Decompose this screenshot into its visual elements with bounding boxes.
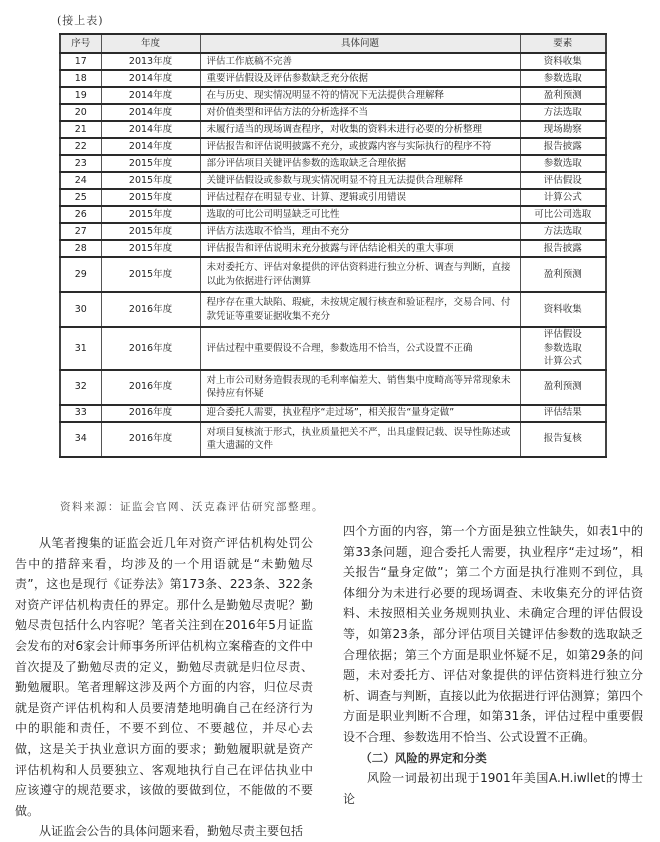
table-row — [60, 370, 606, 405]
table-row — [60, 206, 606, 223]
row-number: 29 — [60, 257, 101, 292]
issues-table — [59, 33, 607, 458]
row-number: 20 — [60, 104, 101, 121]
row-element: 评估假设 — [520, 172, 606, 189]
row-year: 2015年度 — [101, 206, 200, 223]
body-column-left — [15, 533, 313, 842]
row-issue: 迎合委托人需要，执业程序“走过场”，相关报告“量身定做” — [200, 405, 520, 422]
row-element: 盈利预测 — [520, 370, 606, 405]
row-issue: 程序存在重大缺陷、瑕疵，未按规定履行核查和验证程序，交易合同、付款凭证等重要证据收集不充分 — [200, 292, 520, 327]
row-element: 方法选取 — [520, 104, 606, 121]
source-note: 资料来源：证监会官网、沃克森评估研究部整理。 — [60, 501, 324, 513]
row-number: 30 — [60, 292, 101, 327]
row-number: 33 — [60, 405, 101, 422]
table-header-row — [60, 34, 606, 53]
table-row — [60, 405, 606, 422]
row-element: 资料收集 — [520, 53, 606, 70]
row-year: 2014年度 — [101, 121, 200, 138]
row-element: 评估假设 参数选取 计算公式 — [520, 327, 606, 370]
row-element: 参数选取 — [520, 70, 606, 87]
row-issue: 部分评估项目关键评估参数的选取缺乏合理依据 — [200, 155, 520, 172]
row-number: 24 — [60, 172, 101, 189]
row-issue: 在与历史、现实情况明显不符的情况下无法提供合理解释 — [200, 87, 520, 104]
row-issue: 评估过程中重要假设不合理，参数选用不恰当，公式设置不正确 — [200, 327, 520, 370]
row-element: 现场勘察 — [520, 121, 606, 138]
table-row — [60, 240, 606, 257]
row-year: 2016年度 — [101, 327, 200, 370]
row-issue: 评估过程存在明显专业、计算、逻辑或引用错误 — [200, 189, 520, 206]
row-number: 31 — [60, 327, 101, 370]
row-element: 方法选取 — [520, 223, 606, 240]
row-issue: 评估方法选取不恰当，理由不充分 — [200, 223, 520, 240]
row-number: 21 — [60, 121, 101, 138]
row-issue: 关键评估假设或参数与现实情况明显不符且无法提供合理解释 — [200, 172, 520, 189]
row-issue: 选取的可比公司明显缺乏可比性 — [200, 206, 520, 223]
section-subheading: （二）风险的界定和分类 — [360, 750, 487, 765]
table-row — [60, 189, 606, 206]
body-paragraph: 风险一词最初出现于1901年美国A.H.iwllet的博士论 — [343, 771, 643, 806]
row-element: 可比公司选取 — [520, 206, 606, 223]
header-issue: 具体问题 — [200, 34, 520, 53]
row-number: 22 — [60, 138, 101, 155]
row-number: 23 — [60, 155, 101, 172]
row-issue: 对价值类型和评估方法的分析选择不当 — [200, 104, 520, 121]
table-row — [60, 53, 606, 70]
body-paragraph: 从笔者搜集的证监会近几年对资产评估机构处罚公告中的措辞来看，均涉及的一个用语就是“未勤勉尽责”，这也是现行《证券法》第173条、223条、322条对资产评估机构责任的界定。那什么是勤勉尽责呢？勤勉尽责包括什么内容呢？笔者关注到在2016年5月证监会发布的对6家会计师事务所评估机构立案稽查的文件中首次提及了勤勉尽责的定义，勤勉尽责就是归位尽责、勤勉履职。笔者理解这涉及两个方面的内容，归位尽责就是资产评估机构和人员要清楚地明确自己在经济行为中的职能和责任，不要不到位、不要越位，并尽心去做，这是关于执业意识方面的要求；勤勉履职就是资产评估机构和人员要独立、客观地执行自己在评估执业中应该遵守的规范要求，该做的要做到位，不能做的不要做。 — [15, 536, 313, 818]
row-year: 2015年度 — [101, 189, 200, 206]
table-row — [60, 327, 606, 370]
row-year: 2014年度 — [101, 138, 200, 155]
table-row — [60, 138, 606, 155]
header-year: 年度 — [101, 34, 200, 53]
row-year: 2016年度 — [101, 422, 200, 457]
row-year: 2015年度 — [101, 223, 200, 240]
table-row — [60, 155, 606, 172]
row-year: 2015年度 — [101, 172, 200, 189]
row-issue: 对上市公司财务造假表现的毛利率偏差大、销售集中度畸高等异常现象未保持应有怀疑 — [200, 370, 520, 405]
row-issue: 重要评估假设及评估参数缺乏充分依据 — [200, 70, 520, 87]
row-number: 19 — [60, 87, 101, 104]
row-element: 计算公式 — [520, 189, 606, 206]
row-number: 18 — [60, 70, 101, 87]
row-year: 2016年度 — [101, 370, 200, 405]
row-element: 资料收集 — [520, 292, 606, 327]
row-number: 26 — [60, 206, 101, 223]
row-issue: 评估工作底稿不完善 — [200, 53, 520, 70]
table-row — [60, 70, 606, 87]
row-issue: 对项目复核流于形式，执业质量把关不严，出具虚假记载、误导性陈述或重大遗漏的文件 — [200, 422, 520, 457]
body-paragraph: 从证监会公告的具体问题来看，勤勉尽责主要包括 — [39, 824, 304, 839]
row-year: 2015年度 — [101, 240, 200, 257]
row-year: 2014年度 — [101, 87, 200, 104]
table-row — [60, 223, 606, 240]
row-year: 2014年度 — [101, 104, 200, 121]
table-row — [60, 121, 606, 138]
row-number: 32 — [60, 370, 101, 405]
row-year: 2014年度 — [101, 70, 200, 87]
row-number: 17 — [60, 53, 101, 70]
body-column-right — [343, 521, 643, 809]
row-year: 2015年度 — [101, 257, 200, 292]
row-year: 2016年度 — [101, 405, 200, 422]
row-year: 2013年度 — [101, 53, 200, 70]
row-issue: 未履行适当的现场调查程序，对收集的资料未进行必要的分析整理 — [200, 121, 520, 138]
row-number: 27 — [60, 223, 101, 240]
row-element: 评估结果 — [520, 405, 606, 422]
table-row — [60, 422, 606, 457]
row-issue: 评估报告和评估说明未充分披露与评估结论相关的重大事项 — [200, 240, 520, 257]
row-element: 盈利预测 — [520, 87, 606, 104]
body-paragraph: 四个方面的内容，第一个方面是独立性缺失，如表1中的第33条问题，迎合委托人需要，执业程序“走过场”，相关报告“量身定做”；第二个方面是执行准则不到位，具体细分为未进行必要的现场调查、未收集充分的评估资料、未按照相关业务规则执业、未确定合理的评估假设等，如第23条，部分评估项目关键评估参数的选取缺乏合理依据；第三个方面是职业怀疑不足，如第29条的问题，未对委托方、评估对象提供的评估资料进行独立分析、调查与判断，直接以此为依据进行评估测算；第四个方面是职业判断不合理，如第31条，评估过程中重要假设不合理、参数选用不恰当、公式设置不正确。 — [343, 524, 644, 744]
table-continuation-label: (接上表) — [57, 14, 104, 27]
row-issue: 未对委托方、评估对象提供的评估资料进行独立分析、调查与判断，直接以此为依据进行评估测算 — [200, 257, 520, 292]
row-element: 参数选取 — [520, 155, 606, 172]
table-row — [60, 87, 606, 104]
row-element: 报告复核 — [520, 422, 606, 457]
row-element: 报告披露 — [520, 240, 606, 257]
row-number: 34 — [60, 422, 101, 457]
table-row — [60, 104, 606, 121]
row-year: 2016年度 — [101, 292, 200, 327]
header-element: 要素 — [520, 34, 606, 53]
header-no: 序号 — [60, 34, 101, 53]
row-element: 报告披露 — [520, 138, 606, 155]
row-element: 盈利预测 — [520, 257, 606, 292]
row-number: 25 — [60, 189, 101, 206]
row-issue: 评估报告和评估说明披露不充分，或披露内容与实际执行的程序不符 — [200, 138, 520, 155]
table-row — [60, 292, 606, 327]
row-year: 2015年度 — [101, 155, 200, 172]
row-number: 28 — [60, 240, 101, 257]
table-row — [60, 172, 606, 189]
table-row — [60, 257, 606, 292]
